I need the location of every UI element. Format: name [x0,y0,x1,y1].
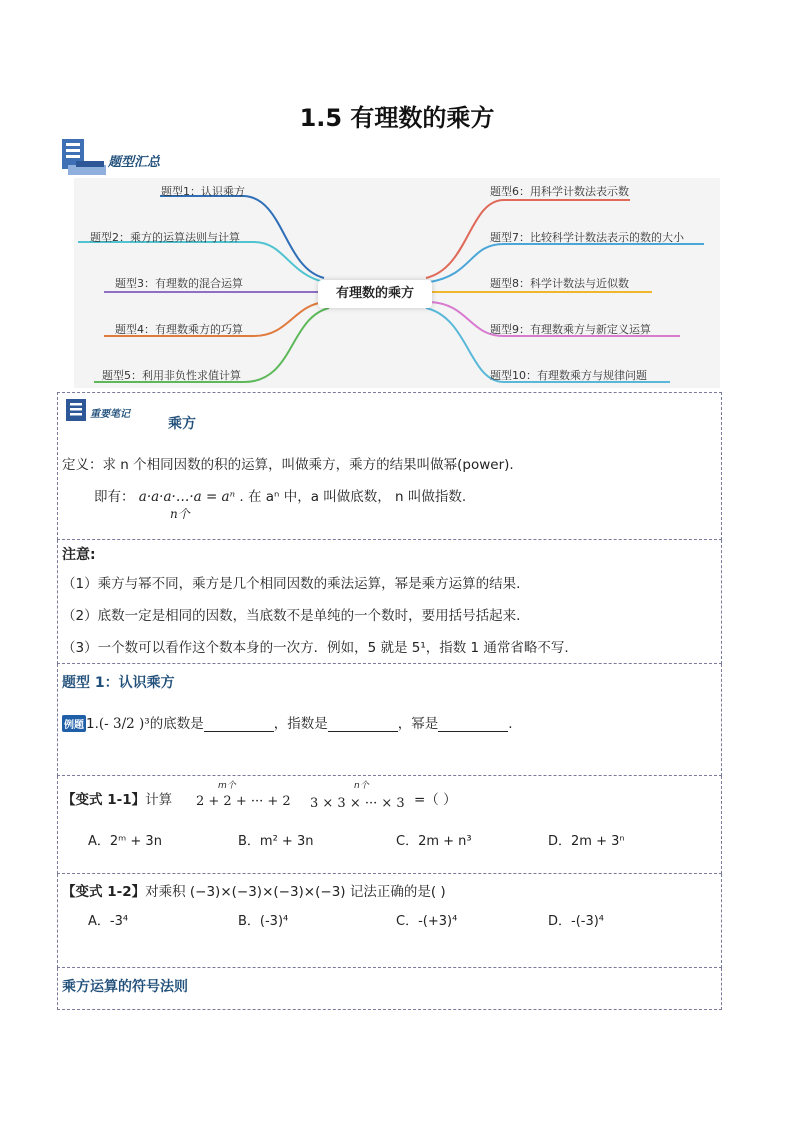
attention-item-2: （2）底数一定是相同的因数，当底数不是单纯的一个数时，要用括号括起来. [62,608,521,624]
summary-badge [60,137,170,179]
variant-1-2-question [62,880,446,900]
variant-1-1-question [62,788,172,808]
variant-1-2-option-a[interactable]: A．-3⁴ [88,914,129,929]
mindmap-center: 有理数的乘方 [318,280,432,308]
variant-1-1-product-expr: 3 × 3 × ··· × 3 [310,796,405,811]
variant-1-1-option-c[interactable]: C．2m + n³ [396,834,472,849]
page-title: 1.5 有理数的乘方 [299,104,495,132]
variant-1-2-option-c[interactable]: C．-(+3)⁴ [396,914,458,929]
attention-heading: 注意: [62,547,96,563]
mindmap-topic-7: 题型7：比较科学计数法表示的数的大小 [490,231,684,244]
notes-badge [64,397,132,425]
mindmap-topic-4: 题型4：有理数乘方的巧算 [115,323,243,336]
formula-suffix: . 在 aⁿ 中，a 叫做底数， n 叫做指数. [239,489,467,505]
power-answer-blank[interactable] [438,719,508,732]
attention-box [57,540,722,664]
variant-1-2-option-b[interactable]: B．(-3)⁴ [238,914,289,929]
power-definition: 定义：求 n 个相同因数的积的运算，叫做乘方，乘方的结果叫做幂(power). [62,457,514,473]
variant-1-1-option-d[interactable]: D．2m + 3ⁿ [548,834,625,849]
variant-1-2-text: 对乘积 (−3)×(−3)×(−3)×(−3) 记法正确的是( ) [145,884,446,900]
mindmap-topic-8: 题型8：科学计数法与近似数 [490,277,629,290]
attention-item-1: （1）乘方与幂不同，乘方是几个相同因数的乘法运算，幂是乘方运算的结果. [62,576,521,592]
variant-1-1-option-a[interactable]: A．2ᵐ + 3n [88,834,162,849]
variant-1-2-box [57,874,722,968]
example-part-2: ，指数是 [273,716,328,732]
attention-item-3: （3）一个数可以看作这个数本身的一次方．例如，5 就是 5¹，指数 1 通常省略不写. [62,640,569,656]
mindmap-topic-6: 题型6：用科学计数法表示数 [490,185,629,198]
formula-prefix: 即有： [94,489,135,505]
example-tag: 例题 [62,715,86,732]
type1-heading: 题型 1：认识乘方 [62,675,175,691]
mindmap-topic-2: 题型2：乘方的运算法则与计算 [90,231,240,244]
topic-mindmap [74,178,720,388]
variant-1-1-m-count: m个 [218,781,236,791]
example-expression: (- 3/2 )³ [98,716,150,732]
variant-1-1-option-b[interactable]: B．m² + 3n [238,834,314,849]
notes-badge-label: 重要笔记 [90,409,130,420]
mindmap-topic-5: 题型5：利用非负性求值计算 [102,369,241,382]
base-answer-blank[interactable] [204,719,274,732]
sign-rule-box [57,968,722,1010]
mindmap-topic-1: 题型1：认识乘方 [161,185,245,198]
variant-1-2-label: 【变式 1-2】 [62,884,146,900]
variant-1-2-option-d[interactable]: D．-(-3)⁴ [548,914,605,929]
sign-rule-heading: 乘方运算的符号法则 [62,979,188,995]
variant-1-1-sum-expr: 2 + 2 + ··· + 2 [196,794,291,809]
example-question [62,712,513,732]
variant-1-1-answer-paren: =（ ） [414,792,457,808]
mindmap-topic-10: 题型10：有理数乘方与规律问题 [490,369,647,382]
variant-1-1-label: 【变式 1-1】 [62,792,146,808]
mindmap-topic-3: 题型3：有理数的混合运算 [115,277,243,290]
exponent-answer-blank[interactable] [328,719,398,732]
power-formula [94,485,466,505]
notes-heading: 乘方 [168,416,196,432]
formula-expression: a·a·a·…·a = aⁿ [138,489,236,505]
mindmap-topic-9: 题型9：有理数乘方与新定义运算 [490,323,651,336]
type1-box [57,664,722,776]
variant-1-1-box [57,776,722,874]
notebook-icon [64,397,90,423]
notes-box [57,392,722,540]
example-number: 1. [86,716,99,732]
example-part-3: ，幂是 [397,716,439,732]
summary-badge-label: 题型汇总 [108,155,161,170]
formula-count-label: n个 [170,507,190,521]
example-part-1: 的底数是 [149,716,204,732]
variant-1-1-text: 计算 [145,792,173,808]
variant-1-1-n-count: n个 [354,781,369,791]
example-end: . [508,716,513,732]
